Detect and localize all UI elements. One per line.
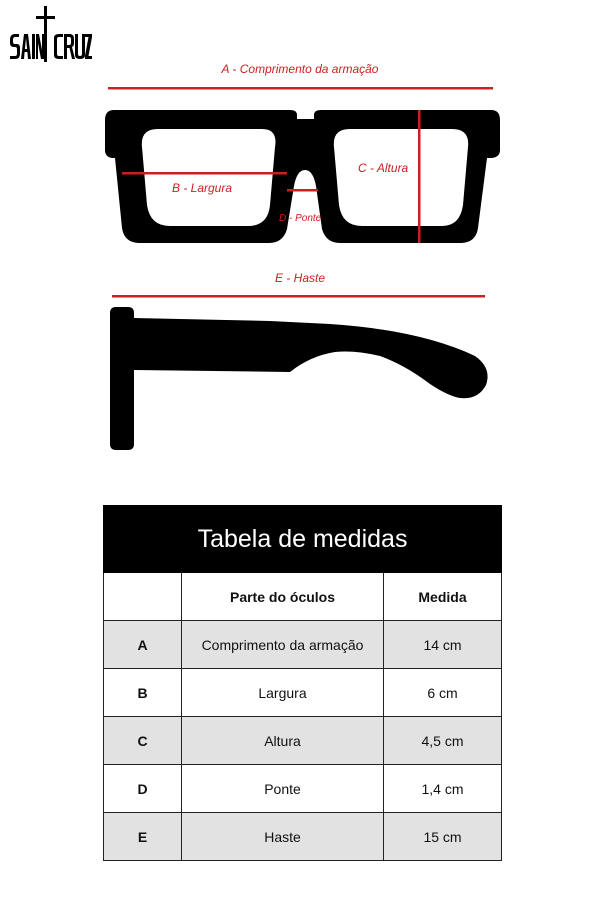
row-value: 14 cm <box>384 621 502 669</box>
row-letter: C <box>104 717 182 765</box>
row-value: 1,4 cm <box>384 765 502 813</box>
row-value: 4,5 cm <box>384 717 502 765</box>
dimension-line-e <box>112 295 485 298</box>
row-value: 15 cm <box>384 813 502 861</box>
label-e: E - Haste <box>274 271 325 285</box>
dimension-line-a <box>108 87 493 90</box>
dimension-line-c <box>418 110 421 243</box>
label-d: D - Ponte <box>279 213 322 224</box>
row-letter: A <box>104 621 182 669</box>
table-title-row <box>104 506 502 573</box>
table-row <box>104 765 502 813</box>
table-row <box>104 669 502 717</box>
table-header-row <box>104 573 502 621</box>
row-letter: B <box>104 669 182 717</box>
row-part: Largura <box>182 669 384 717</box>
measurements-table <box>103 505 502 861</box>
label-b: B - Largura <box>172 181 233 195</box>
row-value: 6 cm <box>384 669 502 717</box>
row-letter: E <box>104 813 182 861</box>
dimension-line-d <box>287 189 318 192</box>
row-part: Ponte <box>182 765 384 813</box>
dimension-line-b <box>122 172 287 175</box>
table-title: Tabela de medidas <box>104 506 502 573</box>
header-part: Parte do óculos <box>182 573 384 621</box>
row-letter: D <box>104 765 182 813</box>
header-letter <box>104 573 182 621</box>
row-part: Haste <box>182 813 384 861</box>
row-part: Comprimento da armação <box>182 621 384 669</box>
label-c: C - Altura <box>358 161 409 175</box>
table-row <box>104 813 502 861</box>
glasses-temple-side <box>110 307 488 450</box>
label-a: A - Comprimento da armação <box>221 62 379 76</box>
row-part: Altura <box>182 717 384 765</box>
header-measure: Medida <box>384 573 502 621</box>
table-row <box>104 621 502 669</box>
table-row <box>104 717 502 765</box>
